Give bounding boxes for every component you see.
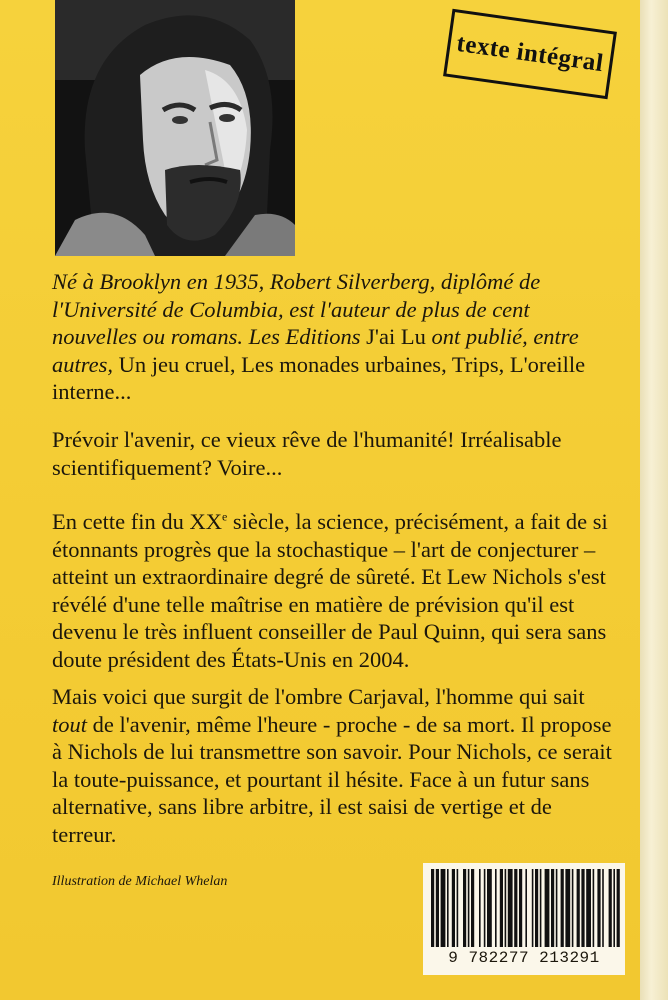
barcode-bar xyxy=(457,869,459,947)
barcode-bar xyxy=(535,869,538,947)
barcode-bar xyxy=(479,869,481,947)
barcode-bar xyxy=(484,869,486,947)
barcode-bar xyxy=(500,869,503,947)
barcode-bar xyxy=(514,869,517,947)
barcode-bar xyxy=(532,869,534,947)
barcode-bar xyxy=(545,869,550,947)
blurb-paragraph-2: En cette fin du XXe siècle, la science, précisément, a fait de si étonnants progrès que la stochastique – l'art de conjecturer – atteint un extraordinaire degré de sûreté. Et Lew Nichols s'est révélé d'une telle maîtrise en matière de prévision qu'il est devenu le très influent conseiller de Paul Quinn, qui sera sans doute président des États-Unis en 2004. xyxy=(52,509,608,672)
barcode-bar xyxy=(505,869,507,947)
blurb-paragraph-1: Prévoir l'avenir, ce vieux rêve de l'humanité! Irréalisable scientifiquement? Voire... xyxy=(52,427,562,480)
isbn-number: 9 782277 213291 xyxy=(448,949,600,967)
barcode-bar xyxy=(572,869,574,947)
barcode-bar xyxy=(561,869,564,947)
barcode-bar xyxy=(609,869,612,947)
barcode-bar xyxy=(581,869,584,947)
illustration-credit: Illustration de Michael Whelan xyxy=(52,874,228,889)
barcode-bar xyxy=(447,869,449,947)
page-edge xyxy=(640,0,668,1000)
author-bio: Né à Brooklyn en 1935, Robert Silverberg, diplômé de l'Université de Columbia, est l'auteur de plus de cent nouvelles ou romans. Les Editions J'ai Lu ont publié, entre autres, Un jeu cruel, Les monades urbaines, Trips, L'oreille interne... xyxy=(52,269,586,404)
barcode-bar xyxy=(495,869,497,947)
barcode-bar xyxy=(597,869,600,947)
barcode-bar xyxy=(586,869,591,947)
author-photo xyxy=(55,0,295,256)
barcode-bar xyxy=(593,869,595,947)
barcode-bar xyxy=(441,869,446,947)
barcode-bar xyxy=(602,869,604,947)
barcode-bar xyxy=(508,869,513,947)
barcode-bar xyxy=(565,869,570,947)
barcode-bar xyxy=(463,869,466,947)
barcode-bar xyxy=(431,869,434,947)
texte-integral-stamp: texte intégral xyxy=(443,9,617,99)
barcode-bar xyxy=(487,869,492,947)
barcode-bar xyxy=(519,869,522,947)
barcode-bar xyxy=(471,869,474,947)
isbn-barcode xyxy=(423,863,625,975)
barcode-bar xyxy=(577,869,580,947)
barcode-bar xyxy=(551,869,554,947)
blurb-paragraph-3: Mais voici que surgit de l'ombre Carjaval, l'homme qui sait tout de l'avenir, même l'heure - proche - de sa mort. Il propose à Nichols de lui transmettre son savoir. Pour Nichols, ce serait la toute-puissance, et pourtant il hésite. Face à un futur sans alternative, sans libre arbitre, il est saisi de vertige et de terreur. xyxy=(52,684,612,847)
barcode-bars xyxy=(423,863,625,951)
barcode-bar xyxy=(617,869,620,947)
barcode-bar xyxy=(525,869,527,947)
barcode-bar xyxy=(556,869,558,947)
barcode-bar xyxy=(452,869,455,947)
barcode-bar xyxy=(436,869,439,947)
barcode-bar xyxy=(613,869,615,947)
barcode-bar xyxy=(540,869,542,947)
barcode-bar xyxy=(468,869,470,947)
